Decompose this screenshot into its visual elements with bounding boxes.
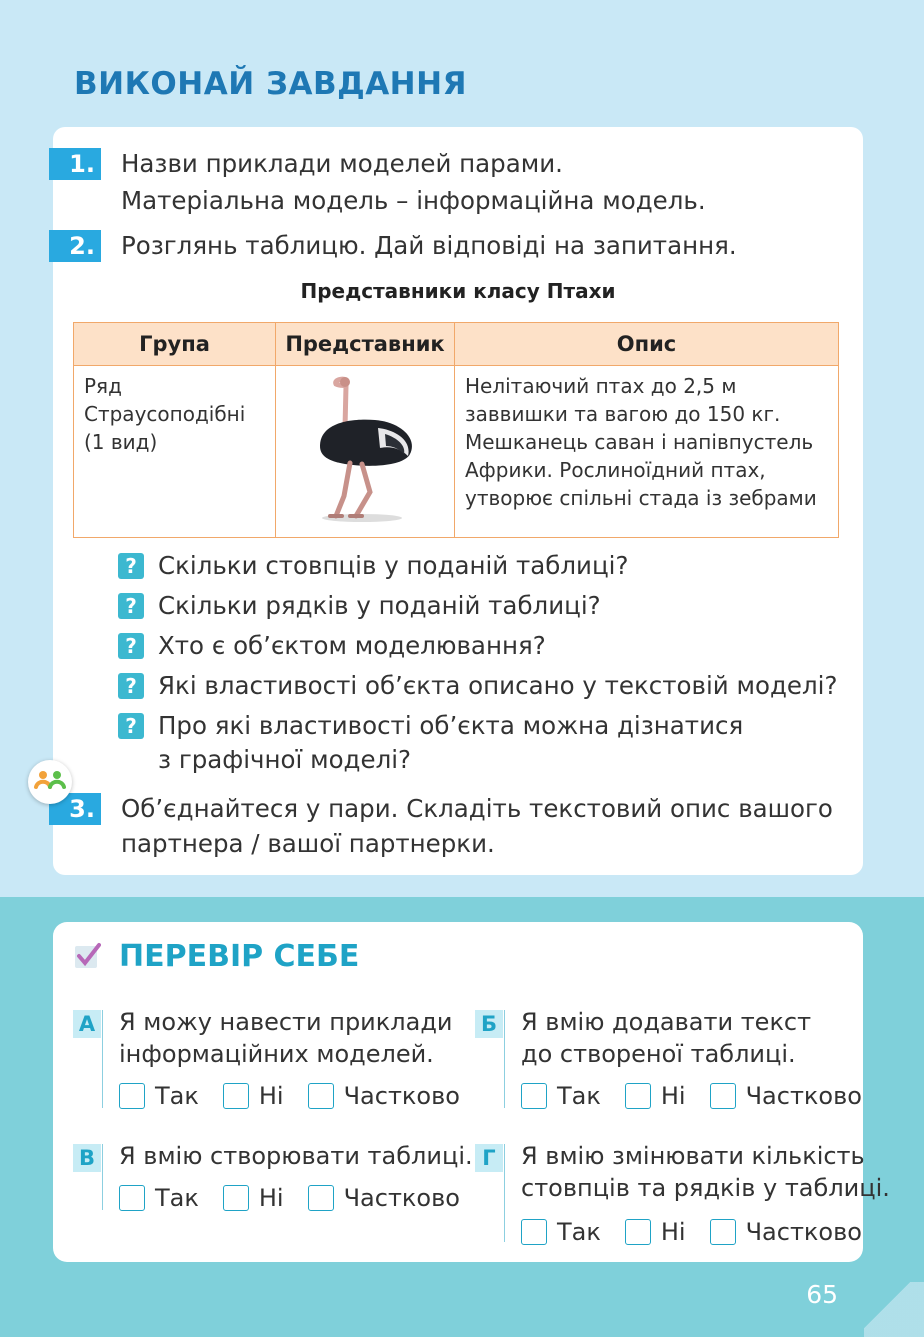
checkbox[interactable] bbox=[710, 1219, 736, 1245]
item-divider bbox=[504, 1010, 505, 1108]
item-divider bbox=[504, 1144, 505, 1242]
description-line: заввишки та вагою до 150 кг. bbox=[465, 402, 781, 426]
option-partially[interactable] bbox=[308, 1082, 460, 1110]
question-item bbox=[118, 549, 837, 583]
representative-cell bbox=[276, 366, 455, 538]
item-letter: В bbox=[73, 1144, 101, 1172]
item-letter: А bbox=[73, 1010, 101, 1038]
task-text-line: Об’єднайтеся у пари. Складіть текстовий опис вашого bbox=[121, 794, 833, 823]
option-label: Ні bbox=[660, 1082, 686, 1110]
checkbox[interactable] bbox=[223, 1083, 249, 1109]
corner-decoration bbox=[864, 1282, 924, 1337]
task-card bbox=[53, 127, 863, 875]
item-text bbox=[119, 1006, 453, 1070]
checkbox[interactable] bbox=[308, 1185, 334, 1211]
question-text: Про які властивості об’єкта можна дізнатися bbox=[158, 711, 744, 740]
answer-options bbox=[119, 1082, 484, 1110]
pair-work-icon bbox=[28, 760, 72, 804]
answer-options bbox=[521, 1082, 886, 1110]
option-label: Ні bbox=[660, 1218, 686, 1246]
checkbox[interactable] bbox=[119, 1083, 145, 1109]
option-label: Так bbox=[557, 1082, 601, 1110]
option-label: Так bbox=[155, 1184, 199, 1212]
task-text-line: Назви приклади моделей парами. bbox=[121, 149, 563, 178]
question-text: Хто є об’єктом моделювання? bbox=[158, 631, 546, 660]
option-label: Ні bbox=[258, 1082, 284, 1110]
checkbox[interactable] bbox=[625, 1219, 651, 1245]
checkbox[interactable] bbox=[710, 1083, 736, 1109]
table-caption: Представники класу Птахи bbox=[300, 279, 616, 303]
description-line: Африки. Рослиноїдний птах, bbox=[465, 458, 766, 482]
option-no[interactable] bbox=[625, 1218, 686, 1246]
question-item bbox=[118, 669, 837, 703]
option-no[interactable] bbox=[223, 1082, 284, 1110]
page-number: 65 bbox=[806, 1280, 838, 1309]
item-text-line: Я вмію створювати таблиці. bbox=[119, 1142, 473, 1170]
option-label: Так bbox=[155, 1082, 199, 1110]
item-text-line: Я вмію змінювати кількість bbox=[521, 1142, 865, 1170]
item-divider bbox=[102, 1144, 103, 1210]
question-item bbox=[118, 589, 837, 623]
option-partially[interactable] bbox=[710, 1082, 862, 1110]
section-title: ВИКОНАЙ ЗАВДАННЯ bbox=[74, 66, 467, 102]
item-text-line: до створеної таблиці. bbox=[521, 1040, 796, 1068]
item-text bbox=[119, 1140, 473, 1172]
table-row bbox=[74, 366, 839, 538]
task-number: 1. bbox=[49, 148, 101, 180]
task-text-line: Розглянь таблицю. Дай відповіді на запитання. bbox=[121, 231, 737, 260]
checkbox[interactable] bbox=[308, 1083, 334, 1109]
checkbox[interactable] bbox=[521, 1219, 547, 1245]
question-mark-icon: ? bbox=[118, 633, 144, 659]
question-text: Скільки стовпців у поданій таблиці? bbox=[158, 551, 629, 580]
item-text-line: Я можу навести приклади bbox=[119, 1008, 453, 1036]
column-header: Представник bbox=[276, 323, 455, 366]
option-label: Частково bbox=[343, 1184, 460, 1212]
option-label: Частково bbox=[745, 1082, 862, 1110]
group-line: Страусоподібні bbox=[84, 402, 246, 426]
group-line: (1 вид) bbox=[84, 430, 158, 454]
option-partially[interactable] bbox=[710, 1218, 862, 1246]
checkbox[interactable] bbox=[625, 1083, 651, 1109]
question-item bbox=[118, 709, 837, 777]
group-cell bbox=[74, 366, 276, 538]
question-item bbox=[118, 629, 837, 663]
option-no[interactable] bbox=[223, 1184, 284, 1212]
question-mark-icon: ? bbox=[118, 673, 144, 699]
option-yes[interactable] bbox=[521, 1218, 601, 1246]
description-cell bbox=[455, 366, 839, 538]
column-header: Група bbox=[74, 323, 276, 366]
option-label: Так bbox=[557, 1218, 601, 1246]
task-text-line: партнера / вашої партнерки. bbox=[121, 829, 495, 858]
self-check-title: ПЕРЕВІР СЕБЕ bbox=[119, 939, 360, 974]
task-text-line: Матеріальна модель – інформаційна модель. bbox=[121, 186, 706, 215]
item-letter: Г bbox=[475, 1144, 503, 1172]
option-yes[interactable] bbox=[119, 1082, 199, 1110]
item-text-line: Я вмію додавати текст bbox=[521, 1008, 812, 1036]
item-letter: Б bbox=[475, 1010, 503, 1038]
option-partially[interactable] bbox=[308, 1184, 460, 1212]
question-text: Скільки рядків у поданій таблиці? bbox=[158, 591, 601, 620]
option-yes[interactable] bbox=[521, 1082, 601, 1110]
question-text: Які властивості об’єкта описано у текстовій моделі? bbox=[158, 671, 838, 700]
question-mark-icon: ? bbox=[118, 593, 144, 619]
question-mark-icon: ? bbox=[118, 713, 144, 739]
description-line: Нелітаючий птах до 2,5 м bbox=[465, 374, 737, 398]
column-header: Опис bbox=[455, 323, 839, 366]
question-mark-icon: ? bbox=[118, 553, 144, 579]
item-text bbox=[521, 1006, 811, 1070]
item-text bbox=[521, 1140, 890, 1204]
task-number: 3. bbox=[49, 793, 101, 825]
option-yes[interactable] bbox=[119, 1184, 199, 1212]
checkbox[interactable] bbox=[223, 1185, 249, 1211]
item-text-line: стовпців та рядків у таблиці. bbox=[521, 1174, 890, 1202]
option-label: Ні bbox=[258, 1184, 284, 1212]
birds-table bbox=[73, 322, 839, 538]
ostrich-image bbox=[300, 368, 430, 528]
option-label: Частково bbox=[745, 1218, 862, 1246]
questions-list bbox=[118, 549, 837, 783]
task-number: 2. bbox=[49, 230, 101, 262]
checkbox[interactable] bbox=[521, 1083, 547, 1109]
option-no[interactable] bbox=[625, 1082, 686, 1110]
description-line: Мешканець саван і напівпустель bbox=[465, 430, 814, 454]
item-text-line: інформаційних моделей. bbox=[119, 1040, 434, 1068]
answer-options bbox=[119, 1184, 484, 1212]
item-divider bbox=[102, 1010, 103, 1108]
table-header-row bbox=[74, 323, 839, 366]
self-check-card bbox=[53, 922, 890, 1262]
answer-options bbox=[521, 1218, 886, 1246]
checkbox[interactable] bbox=[119, 1185, 145, 1211]
group-line: Ряд bbox=[84, 374, 122, 398]
checkmark-icon bbox=[73, 942, 101, 970]
question-text: з графічної моделі? bbox=[158, 745, 412, 774]
option-label: Частково bbox=[343, 1082, 460, 1110]
description-line: утворює спільні стада із зебрами bbox=[465, 486, 817, 510]
